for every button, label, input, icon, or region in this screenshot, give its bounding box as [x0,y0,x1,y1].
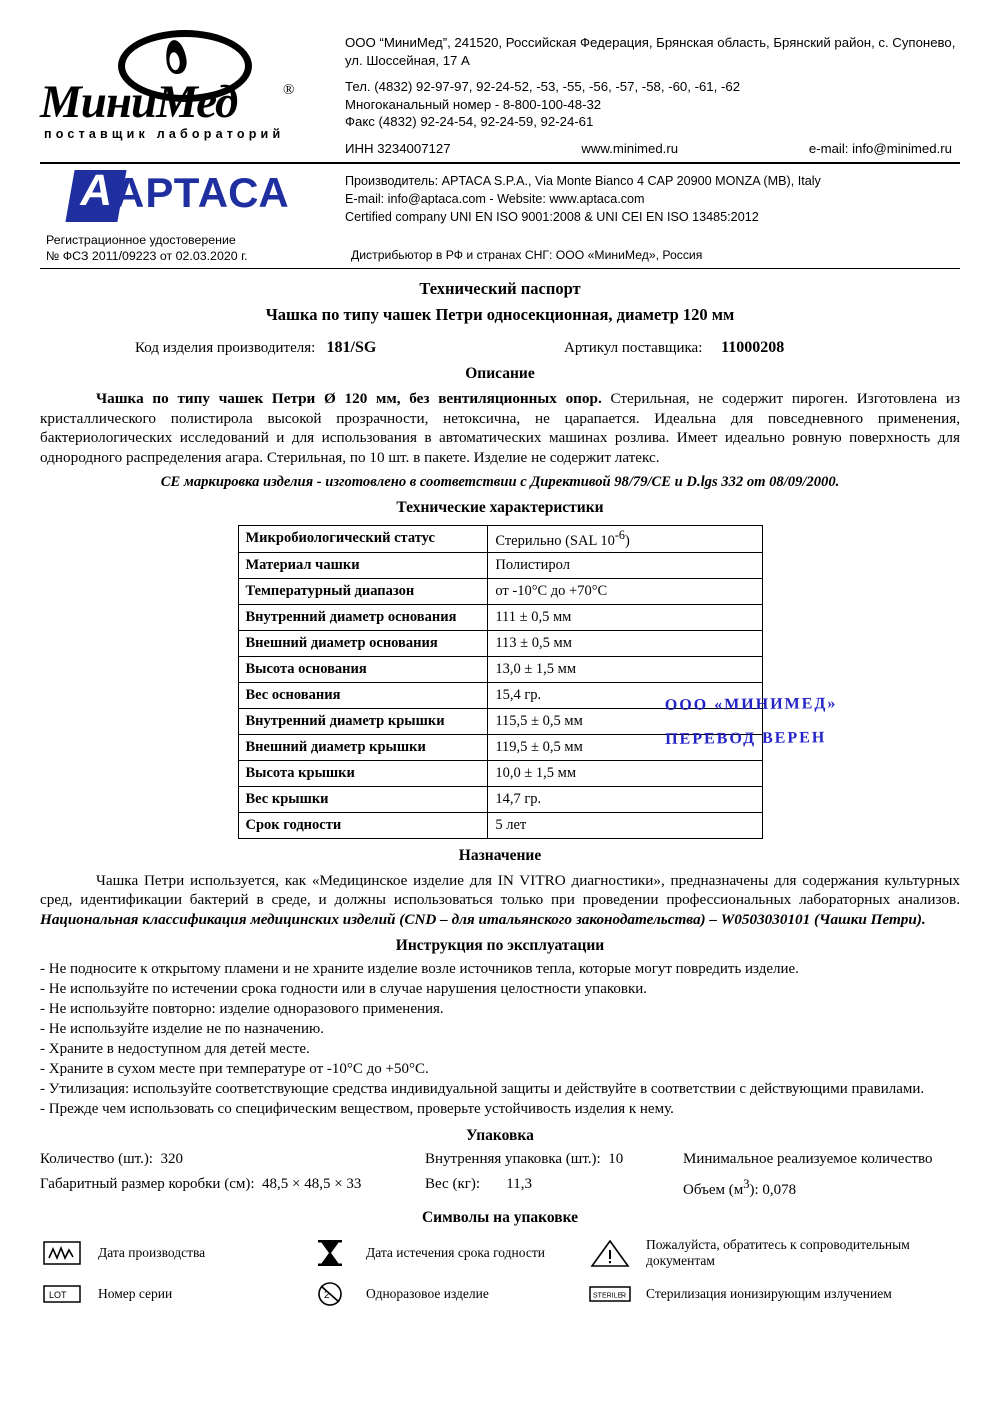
svg-text:2: 2 [324,1290,330,1302]
symbols-row-2 [40,1279,960,1309]
spec-key: Внутренний диаметр основания [238,604,488,630]
spec-value: 13,0 ± 1,5 мм [488,656,762,682]
spec-key: Внутренний диаметр крышки [238,708,488,734]
inner-pack-label: Внутренняя упаковка (шт.): [425,1151,601,1168]
list-item: - Не используйте повторно: изделие одноразового применения. [40,1001,444,1018]
aptaca-wordmark: АРТАСА [114,169,290,216]
list-item: - Утилизация: используйте соответствующие средства индивидуальной защиты и действуйте в соответствии с действующими правилами. [40,1081,925,1098]
purpose-classification: Национальная классификация медицинских изделий (CND – для итальянского законодательства) – W0503030101 (Чашки Петри). [40,910,926,928]
distributor-note: Дистрибьютор в РФ и странах СНГ: ООО «МиниМед», Россия [351,248,703,262]
symbols-legend [40,1237,960,1309]
manufacturer-contacts [345,170,960,226]
company-header [40,22,960,157]
specs-table [238,525,763,839]
table-row [238,630,762,656]
symbol-label: Дата производства [98,1245,206,1261]
list-item: - Не подносите к открытому пламени и не храните изделие возле источников тепла, которые могут повредить изделие. [40,961,799,978]
box-size-value: 48,5 × 48,5 × 33 [262,1176,362,1193]
supplier-article-label: Артикул поставщика: [564,340,703,356]
registration-title: Регистрационное удостоверение [46,233,236,247]
weight-label: Вес (кг): [425,1176,481,1193]
logo-wordmark: МиниМед [40,76,238,128]
instructions-heading: Инструкция по эксплуатации [395,937,605,955]
expiry-date-icon [308,1238,352,1268]
manufacturer-divider [40,268,960,269]
description-lead: Чашка по типу чашек Петри Ø 120 мм, без вентиляционных опор. [96,390,602,407]
header-divider [40,162,960,164]
spec-key: Вес основания [238,682,488,708]
product-title: Чашка по типу чашек Петри односекционная, диаметр 120 мм [265,305,735,324]
company-website: www.minimed.ru [581,140,679,156]
supplier-article-value: 11000208 [721,339,785,356]
page-title: Технический паспорт [419,279,581,298]
symbols-row-1 [40,1237,960,1269]
weight-value: 11,3 [506,1176,532,1193]
spec-value: 14,7 гр. [488,786,762,812]
symbol-label: Стерилизация ионизирующим излучением [646,1286,892,1302]
manufacturer-email: E-mail: info@aptaca.com - Website: www.aptaca.com [345,192,645,206]
spec-value: от -10°C до +70°C [488,578,762,604]
aptaca-logo [40,170,345,230]
specs-heading: Технические характеристики [396,499,604,516]
company-inn: ИНН 3234007127 [345,140,451,156]
spec-value: Стерильно (SAL $10^{-6}$) [488,526,762,553]
table-row [238,786,762,812]
packaging-row-1 [40,1149,960,1170]
registration-number: № ФСЗ 2011/09223 от 02.03.2020 г. [46,249,248,263]
symbol-label: Дата истечения срока годности [366,1245,545,1261]
inner-pack-value: 10 [608,1151,624,1168]
table-row [238,656,762,682]
volume-value: Объем $(м^3)$: 0,078 [683,1177,797,1199]
spec-value: Полистирол [488,552,762,578]
list-item: - Прежде чем использовать со специфическим веществом, проверьте устойчивость изделия к нему. [40,1101,674,1118]
table-row [238,760,762,786]
spec-value: 5 лет [488,812,762,838]
symbol-entry [588,1279,960,1309]
stamp-line-1: ООО «МИНИМЕД» [664,695,838,714]
symbol-entry [588,1237,960,1269]
packaging-heading: Упаковка [466,1127,534,1145]
table-row [238,604,762,630]
company-email: e-mail: info@minimed.ru [808,140,952,156]
spec-key: Вес крышки [238,786,488,812]
spec-key: Срок годности [238,812,488,838]
spec-key: Высота основания [238,656,488,682]
sterile-radiation-icon [588,1279,632,1309]
registered-trademark-icon: ® [283,82,295,98]
symbol-entry [40,1238,308,1268]
company-fax: Факс (4832) 92-24-54, 92-24-59, 92-24-61 [345,114,594,129]
company-contacts [345,22,960,157]
single-use-icon [308,1279,352,1309]
spec-value: 10,0 ± 1,5 мм [488,760,762,786]
registration-certificate [40,232,351,264]
svg-text:R: R [621,1292,627,1300]
qty-label: Количество (шт.): [40,1151,153,1168]
registration-row [40,232,960,264]
description-text [40,389,960,467]
spec-value: 15,4 гр. [488,682,762,708]
packaging-row-2 [40,1174,960,1201]
spec-key: Внешний диаметр основания [238,630,488,656]
symbol-entry [308,1238,588,1268]
instructions-list [40,959,960,1119]
list-item: - Не используйте по истечении срока годности или в случае нарушения целостности упаковки. [40,981,648,998]
manufacture-date-icon [40,1238,84,1268]
company-multichannel-phone: Многоканальный номер - 8-800-100-48-32 [345,96,602,112]
table-row [238,526,762,553]
manufacturer-address: Производитель: APTACA S.P.A., Via Monte Bianco 4 CAP 20900 MONZA (MB), Italy [345,174,821,188]
table-row [238,812,762,838]
spec-value: 119,5 ± 0,5 мм [488,734,762,760]
spec-key: Высота крышки [238,760,488,786]
symbol-label: Пожалуйста, обратитесь к сопроводительным документам [646,1237,910,1269]
description-heading: Описание [465,365,535,382]
logo-tagline: поставщик лабораторий [44,127,285,141]
symbol-entry [40,1279,308,1309]
table-row [238,552,762,578]
manufacturer-header [40,170,960,230]
box-size-label: Габаритный размер коробки (см): [40,1176,255,1193]
purpose-heading: Назначение [458,846,542,864]
spec-value: 115,5 ± 0,5 мм [488,708,762,734]
stamp-line-2: ПЕРЕВОД ВЕРЕН [665,729,827,748]
manufacturer-code-label: Код изделия производителя: [135,340,316,356]
list-item: - Храните в недоступном для детей месте. [40,1041,310,1058]
manufacturer-code-value: 181/SG [326,339,377,356]
purpose-body: Чашка Петри используется, как «Медицинское изделие для IN VITRO диагностики», предназначены для содержания культурных сред, идентификации бактерий в среде, и должны использоваться только при проведении профессиональных лабораторных анализов. [40,871,960,909]
spec-key: Микробиологический статус [238,526,488,553]
minimed-logo [40,22,345,148]
company-address: ООО “МиниМед”, 241520, Российская Федерация, Брянская область, Брянский район, с. Супонево, ул. Шоссейная, 17 А [345,35,956,68]
purpose-text [40,871,960,930]
manufacturer-certificates: Certified company UNI EN ISO 9001:2008 & UNI CEI EN ISO 13485:2012 [345,210,759,224]
min-order-label: Минимальное реализуемое количество [683,1151,933,1168]
svg-text:LOT: LOT [49,1290,67,1301]
warning-triangle-icon [588,1238,632,1268]
list-item: - Храните в сухом месте при температуре от -10°C до +50°C. [40,1061,429,1078]
spec-key: Температурный диапазон [238,578,488,604]
spec-value: 113 ± 0,5 мм [488,630,762,656]
spec-key: Внешний диаметр крышки [238,734,488,760]
table-row [238,578,762,604]
description-body: Стерильная, не содержит пироген. Изготовлена из кристаллического полистирола высокой прозрачности, нетоксична, не царапается. Идеальна для повседневного применения, бактериологических исследований и для использования в автоматических машинах розлива. Имеет идеально ровную поверхность для однородного распределения агара. Стерильная, по 10 шт. в пакете. Изделие не содержит латекс. [40,390,961,466]
company-phone: Тел. (4832) 92-97-97, 92-24-52, -53, -55, -56, -57, -58, -60, -61, -62 [345,79,741,94]
symbol-label: Одноразовое изделие [366,1286,489,1302]
ce-marking-note: CE маркировка изделия - изготовлено в соответствии с Директивой 98/79/CE и D.lgs 332 от 08/09/2000. [160,474,840,490]
svg-text:STERILE: STERILE [593,1292,623,1300]
product-codes [40,339,960,357]
spec-value: 111 ± 0,5 мм [488,604,762,630]
translation-stamp [665,687,838,757]
lot-number-icon [40,1279,84,1309]
qty-value: 320 [160,1151,183,1168]
spec-key: Материал чашки [238,552,488,578]
symbol-entry [308,1279,588,1309]
symbols-heading: Символы на упаковке [421,1209,579,1227]
list-item: - Не используйте изделие не по назначению. [40,1021,324,1038]
symbol-label: Номер серии [98,1286,173,1302]
